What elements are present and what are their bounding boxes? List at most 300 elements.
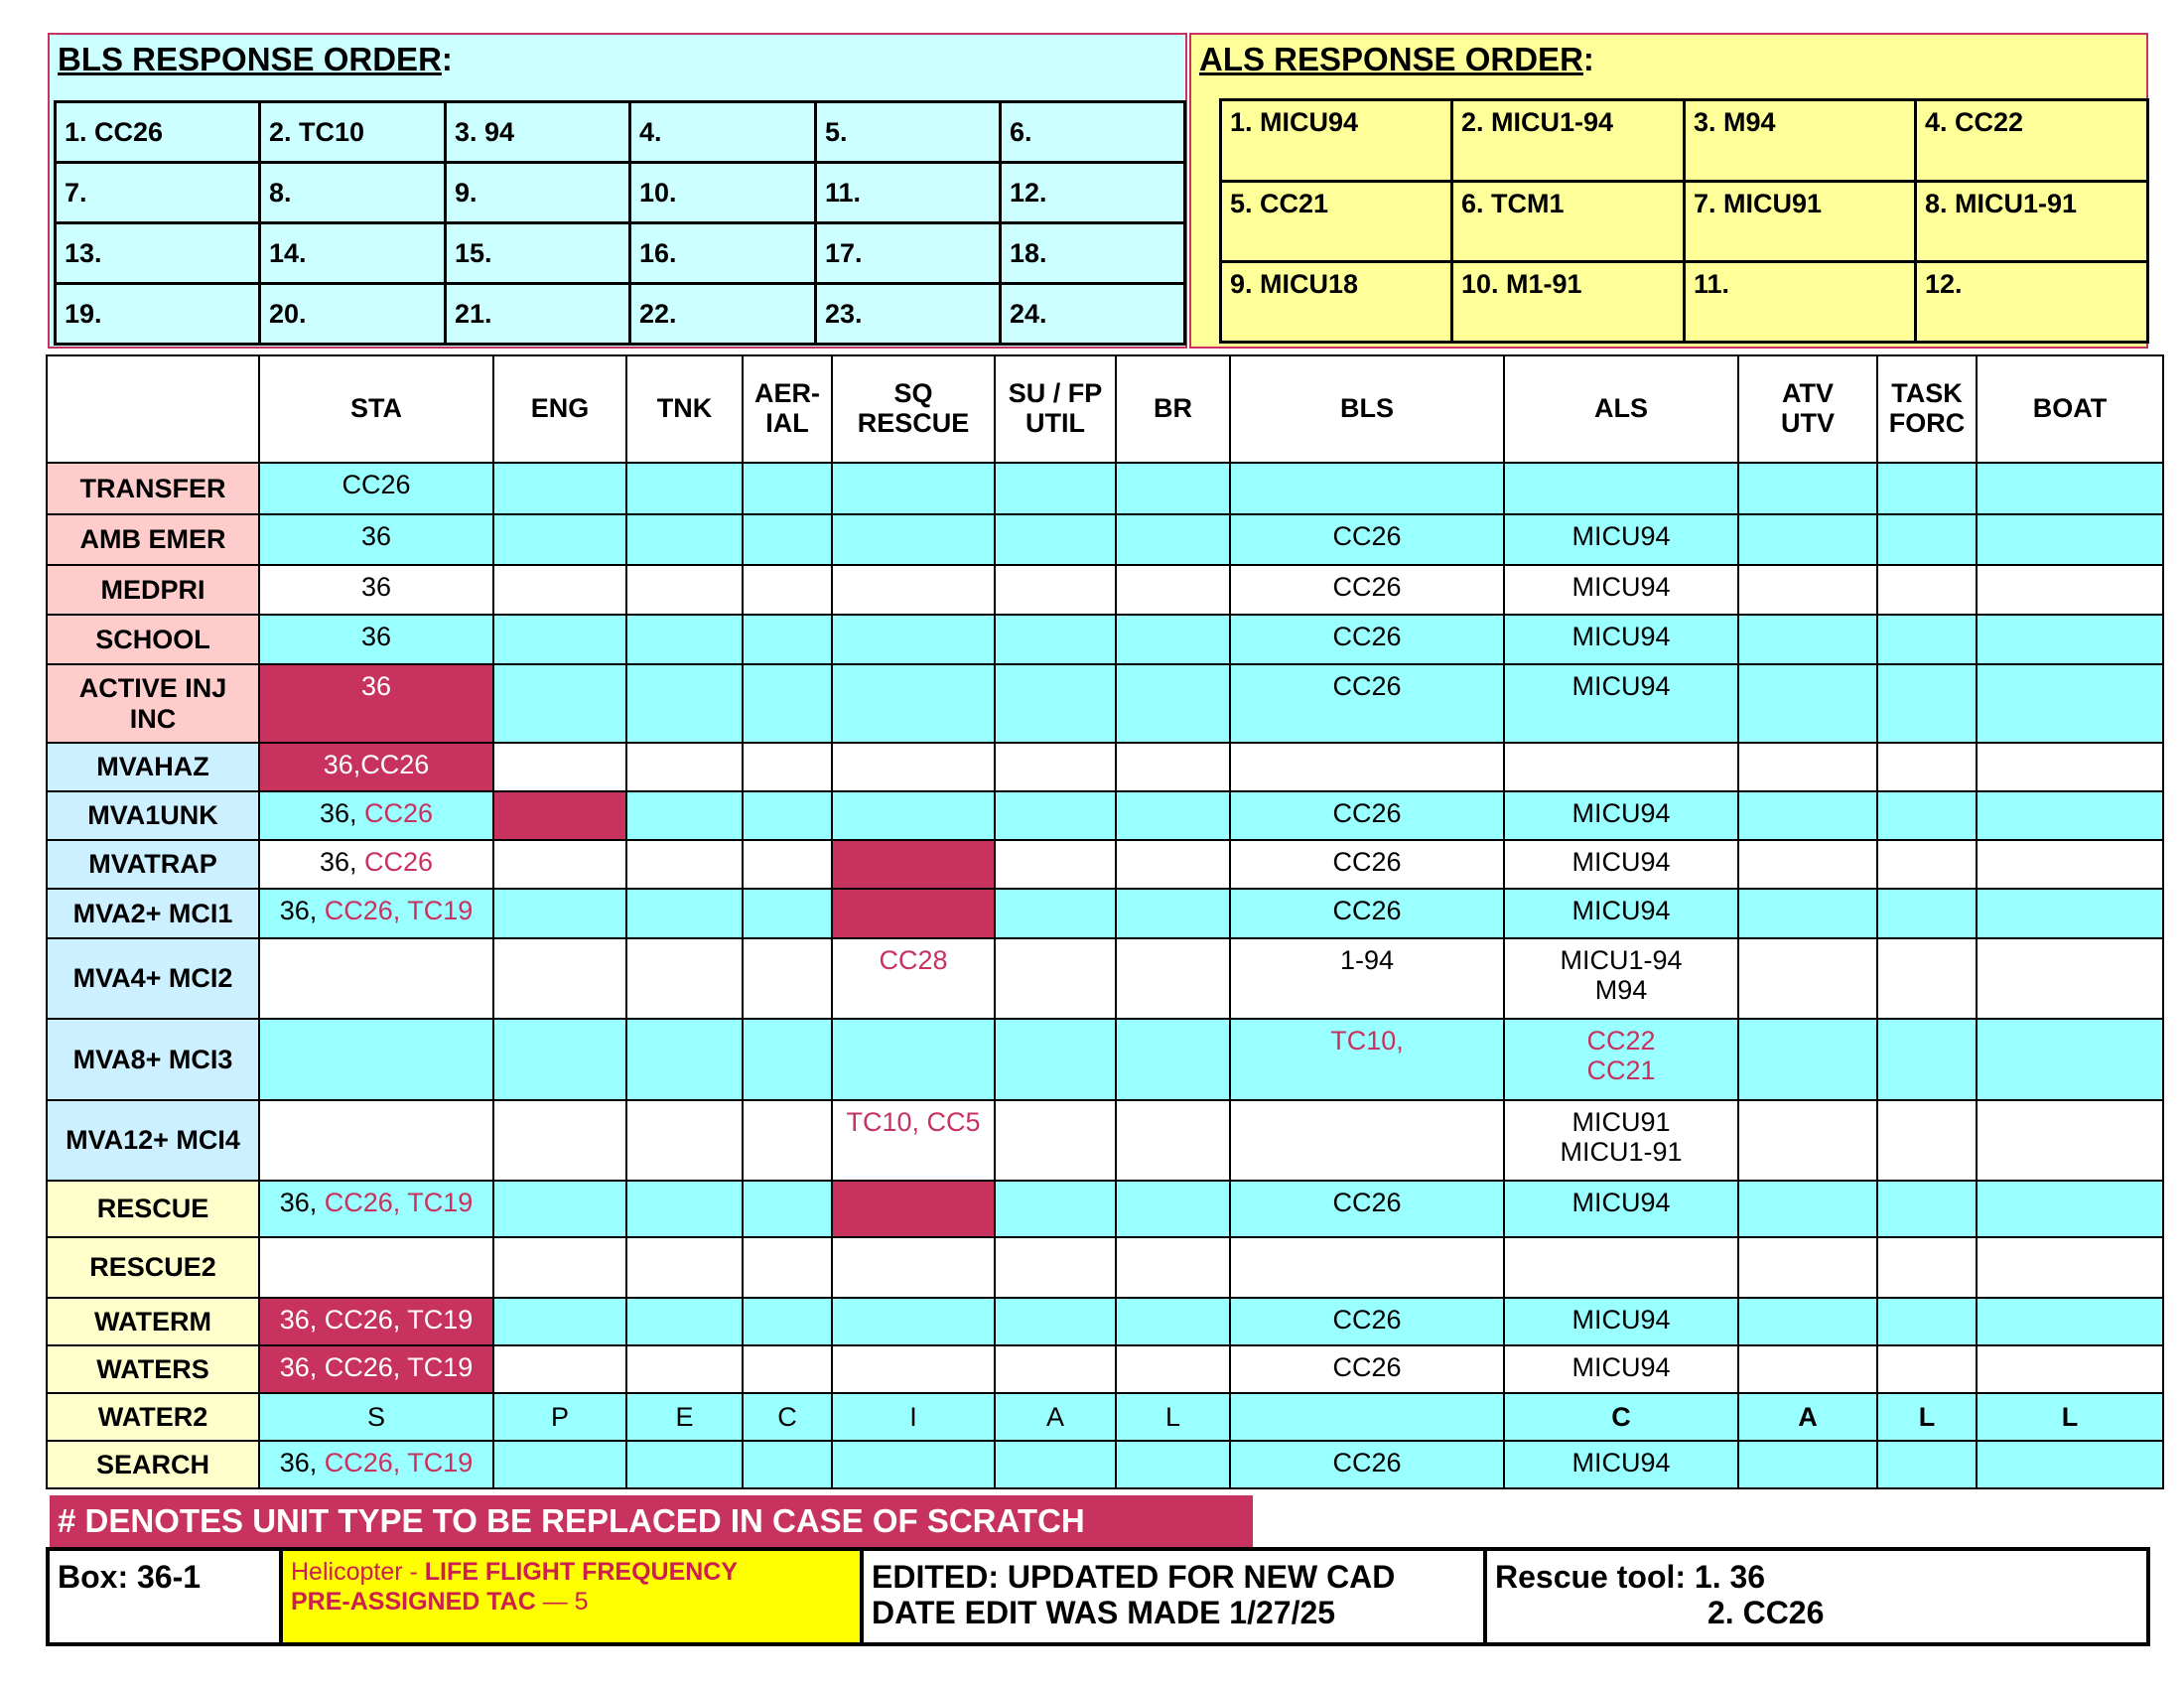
- cell-atv-utv: [1738, 1393, 1877, 1441]
- row-label-line: MVA4+ MCI2: [72, 963, 233, 994]
- header-line: RESCUE: [857, 408, 970, 438]
- header-eng: [493, 355, 626, 463]
- als-order-title: ALS RESPONSE ORDER:: [1199, 41, 1594, 77]
- als-order-cell: 1. MICU94: [1221, 100, 1452, 182]
- cell-sta: [259, 1100, 493, 1181]
- cell-su-fp-util: [995, 463, 1116, 514]
- als-order-cell: 8. MICU1-91: [1916, 182, 2148, 262]
- cell-aerial: [743, 791, 832, 840]
- cell-sta: [259, 1298, 493, 1345]
- row-label-line: MVAHAZ: [96, 752, 209, 782]
- cell-bls: [1230, 1441, 1504, 1488]
- als-order-cell: 2. MICU1-94: [1452, 100, 1685, 182]
- header-sq-rescue: [832, 355, 995, 463]
- cell-su-fp-util: [995, 565, 1116, 615]
- cell-tnk: [626, 1393, 743, 1441]
- als-order-row: [1221, 182, 2148, 262]
- cell-boat: [1977, 791, 2163, 840]
- matrix-row: [47, 1237, 2163, 1298]
- cell-als: [1504, 514, 1738, 565]
- cell-bls: [1230, 1237, 1504, 1298]
- row-label-line: WATERM: [94, 1306, 211, 1336]
- header-als: [1504, 355, 1738, 463]
- bls-order-cell: 16.: [630, 223, 816, 284]
- special-letter: C: [1611, 1401, 1631, 1432]
- cell-sta: [259, 889, 493, 938]
- bls-order-cell: 15.: [446, 223, 630, 284]
- bls-order-cell: 24.: [1001, 284, 1185, 345]
- cell-atv-utv: [1738, 514, 1877, 565]
- unit-text: MICU91: [1571, 1107, 1671, 1137]
- bls-order-cell: 23.: [816, 284, 1001, 345]
- unit-text: MICU94: [1571, 622, 1671, 651]
- header-tnk: [626, 355, 743, 463]
- cell-sta: [259, 1237, 493, 1298]
- cell-tnk: [626, 1441, 743, 1488]
- header-line: TNK: [656, 393, 713, 424]
- cell-sq-rescue: [832, 565, 995, 615]
- cell-aerial: [743, 938, 832, 1019]
- cell-task-forc: [1877, 1393, 1977, 1441]
- cell-sq-rescue: [832, 1181, 995, 1237]
- row-label-line: AMB EMER: [79, 524, 226, 555]
- unit-text: MICU94: [1571, 798, 1671, 828]
- cell-br: [1116, 1393, 1230, 1441]
- row-label-line: MVATRAP: [88, 849, 217, 880]
- cell-atv-utv: [1738, 664, 1877, 743]
- row-label-line: MVA8+ MCI3: [72, 1044, 233, 1074]
- rescue-tool-info: [1487, 1551, 2146, 1642]
- cell-eng: [493, 1393, 626, 1441]
- cell-atv-utv: [1738, 889, 1877, 938]
- cell-sq-rescue: [832, 840, 995, 889]
- cell-aerial: [743, 840, 832, 889]
- unit-text: MICU94: [1571, 1448, 1671, 1477]
- cell-task-forc: [1877, 565, 1977, 615]
- matrix-row: [47, 840, 2163, 889]
- matrix-row: [47, 889, 2163, 938]
- row-label: [47, 463, 259, 514]
- unit-text: MICU94: [1571, 671, 1671, 701]
- unit-text: 36: [360, 671, 392, 701]
- cell-boat: [1977, 1019, 2163, 1100]
- cell-su-fp-util: [995, 840, 1116, 889]
- header-aerial: [743, 355, 832, 463]
- matrix-row: [47, 664, 2163, 743]
- cell-eng: [493, 938, 626, 1019]
- cell-tnk: [626, 1181, 743, 1237]
- row-label-line: INC: [129, 703, 177, 734]
- cell-boat: [1977, 514, 2163, 565]
- als-order-cell: 11.: [1685, 262, 1916, 343]
- cell-bls: [1230, 1019, 1504, 1100]
- cell-bls: [1230, 1298, 1504, 1345]
- cell-br: [1116, 514, 1230, 565]
- edit-date-line: DATE EDIT WAS MADE 1/27/25: [872, 1595, 1336, 1630]
- cell-tnk: [626, 615, 743, 664]
- cell-su-fp-util: [995, 1393, 1116, 1441]
- header-line: IAL: [765, 408, 809, 438]
- cell-task-forc: [1877, 743, 1977, 791]
- bls-order-cell: 10.: [630, 163, 816, 223]
- cell-tnk: [626, 565, 743, 615]
- cell-eng: [493, 1181, 626, 1237]
- header-line: TASK: [1891, 378, 1963, 409]
- unit-text: 36,: [279, 1448, 325, 1477]
- row-label: [47, 1441, 259, 1488]
- unit-text: CC26: [1332, 1352, 1402, 1382]
- row-label-line: MVA12+ MCI4: [66, 1125, 240, 1156]
- cell-tnk: [626, 791, 743, 840]
- header-sta: [259, 355, 493, 463]
- matrix-row: [47, 463, 2163, 514]
- cell-br: [1116, 615, 1230, 664]
- bls-order-cell: 3. 94: [446, 102, 630, 163]
- special-letter: I: [909, 1401, 917, 1432]
- row-label: [47, 1019, 259, 1100]
- cell-eng: [493, 615, 626, 664]
- cell-su-fp-util: [995, 938, 1116, 1019]
- matrix-row: [47, 1298, 2163, 1345]
- cell-aerial: [743, 664, 832, 743]
- bls-order-cell: 21.: [446, 284, 630, 345]
- bls-order-cell: 11.: [816, 163, 1001, 223]
- cell-als: [1504, 463, 1738, 514]
- cell-bls: [1230, 565, 1504, 615]
- bls-order-cell: 6.: [1001, 102, 1185, 163]
- cell-boat: [1977, 889, 2163, 938]
- cell-aerial: [743, 1298, 832, 1345]
- als-order-cell: 7. MICU91: [1685, 182, 1916, 262]
- cell-sq-rescue: [832, 938, 995, 1019]
- cell-boat: [1977, 1298, 2163, 1345]
- cell-boat: [1977, 1100, 2163, 1181]
- special-letter: L: [1164, 1401, 1181, 1432]
- als-order-cell: 3. M94: [1685, 100, 1916, 182]
- cell-su-fp-util: [995, 743, 1116, 791]
- cell-aerial: [743, 463, 832, 514]
- cell-eng: [493, 889, 626, 938]
- unit-text: CC26: [1332, 896, 1402, 925]
- cell-boat: [1977, 1441, 2163, 1488]
- cell-aerial: [743, 1181, 832, 1237]
- header-task-forc: [1877, 355, 1977, 463]
- edited-line: EDITED: UPDATED FOR NEW CAD: [872, 1559, 1396, 1595]
- cell-als: [1504, 1298, 1738, 1345]
- row-label-line: MVA2+ MCI1: [72, 898, 233, 928]
- cell-sq-rescue: [832, 514, 995, 565]
- box-number: Box: 36-1: [50, 1551, 283, 1642]
- cell-task-forc: [1877, 1100, 1977, 1181]
- header-boat: [1977, 355, 2163, 463]
- cell-sq-rescue: [832, 791, 995, 840]
- cell-atv-utv: [1738, 565, 1877, 615]
- bls-order-cell: 12.: [1001, 163, 1185, 223]
- cell-eng: [493, 1441, 626, 1488]
- cell-task-forc: [1877, 514, 1977, 565]
- cell-als: [1504, 1393, 1738, 1441]
- special-letter: S: [366, 1401, 385, 1432]
- cell-task-forc: [1877, 615, 1977, 664]
- cell-br: [1116, 1100, 1230, 1181]
- row-label: [47, 664, 259, 743]
- cell-bls: [1230, 889, 1504, 938]
- matrix-row: [47, 565, 2163, 615]
- cell-task-forc: [1877, 1019, 1977, 1100]
- cell-aerial: [743, 889, 832, 938]
- row-label: [47, 840, 259, 889]
- rescue-tool-line1: Rescue tool: 1. 36: [1495, 1559, 1766, 1595]
- cell-bls: [1230, 664, 1504, 743]
- row-label-line: MEDPRI: [100, 574, 205, 605]
- row-label: [47, 1100, 259, 1181]
- cell-sq-rescue: [832, 664, 995, 743]
- matrix-row: [47, 938, 2163, 1019]
- cell-br: [1116, 1237, 1230, 1298]
- cell-atv-utv: [1738, 1100, 1877, 1181]
- cell-atv-utv: [1738, 1345, 1877, 1393]
- cell-su-fp-util: [995, 889, 1116, 938]
- cell-aerial: [743, 565, 832, 615]
- row-label: [47, 1298, 259, 1345]
- cell-br: [1116, 743, 1230, 791]
- bls-response-order-panel: [48, 33, 1187, 349]
- header-line: SU / FP: [1008, 378, 1103, 409]
- cell-als: [1504, 889, 1738, 938]
- cell-br: [1116, 1298, 1230, 1345]
- unit-text: M94: [1594, 975, 1648, 1006]
- cell-tnk: [626, 1345, 743, 1393]
- cell-boat: [1977, 1237, 2163, 1298]
- unit-text: MICU1-91: [1560, 1137, 1683, 1168]
- cell-task-forc: [1877, 463, 1977, 514]
- unit-text: 36, CC26, TC19: [279, 1305, 474, 1335]
- cell-task-forc: [1877, 1441, 1977, 1488]
- cell-aerial: [743, 1237, 832, 1298]
- special-letter: A: [1798, 1401, 1818, 1432]
- cell-als: [1504, 1237, 1738, 1298]
- bls-order-cell: 17.: [816, 223, 1001, 284]
- row-label: [47, 889, 259, 938]
- als-order-cell: 4. CC22: [1916, 100, 2148, 182]
- cell-su-fp-util: [995, 1019, 1116, 1100]
- header-bls: [1230, 355, 1504, 463]
- cell-br: [1116, 565, 1230, 615]
- cell-bls: [1230, 743, 1504, 791]
- cell-tnk: [626, 889, 743, 938]
- als-order-cell: 12.: [1916, 262, 2148, 343]
- unit-text: CC26: [1332, 1448, 1402, 1477]
- matrix-row: [47, 514, 2163, 565]
- unit-text: CC26: [1332, 847, 1402, 877]
- cell-task-forc: [1877, 840, 1977, 889]
- cell-su-fp-util: [995, 1237, 1116, 1298]
- unit-text: MICU94: [1571, 896, 1671, 925]
- header-br: [1116, 355, 1230, 463]
- cell-eng: [493, 1019, 626, 1100]
- unit-text: CC26: [1332, 622, 1402, 651]
- cell-als: [1504, 743, 1738, 791]
- matrix-row: [47, 1181, 2163, 1237]
- cell-boat: [1977, 1181, 2163, 1237]
- cell-atv-utv: [1738, 615, 1877, 664]
- cell-sq-rescue: [832, 1100, 995, 1181]
- unit-text: CC26, TC19: [324, 1448, 474, 1477]
- cell-sq-rescue: [832, 889, 995, 938]
- cell-als: [1504, 664, 1738, 743]
- row-label-line: RESCUE: [96, 1194, 209, 1224]
- cell-sta: [259, 1019, 493, 1100]
- matrix-row: [47, 1019, 2163, 1100]
- unit-text: CC26: [364, 847, 434, 877]
- cell-boat: [1977, 463, 2163, 514]
- cell-tnk: [626, 463, 743, 514]
- als-order-cell: 6. TCM1: [1452, 182, 1685, 262]
- bls-order-grid: [54, 100, 1186, 346]
- bls-order-cell: 8.: [260, 163, 446, 223]
- cell-sta: [259, 938, 493, 1019]
- cell-sq-rescue: [832, 1345, 995, 1393]
- cell-sta: [259, 664, 493, 743]
- unit-text: 36: [360, 521, 392, 551]
- cell-bls: [1230, 1345, 1504, 1393]
- row-label: [47, 938, 259, 1019]
- cell-boat: [1977, 664, 2163, 743]
- bls-order-cell: 4.: [630, 102, 816, 163]
- cell-task-forc: [1877, 938, 1977, 1019]
- cell-task-forc: [1877, 1181, 1977, 1237]
- edit-info: [864, 1551, 1487, 1642]
- bls-order-cell: 7.: [56, 163, 260, 223]
- unit-text: 36, CC26, TC19: [279, 1352, 474, 1382]
- matrix-row: [47, 1100, 2163, 1181]
- cell-sta: [259, 791, 493, 840]
- cell-bls: [1230, 840, 1504, 889]
- cell-su-fp-util: [995, 1298, 1116, 1345]
- unit-text: 36,: [279, 1188, 325, 1217]
- bls-order-row: [56, 223, 1185, 284]
- cell-aerial: [743, 615, 832, 664]
- tac-prefix: PRE-ASSIGNED TAC: [291, 1588, 543, 1616]
- matrix-header-row: [47, 355, 2163, 463]
- unit-text: 1-94: [1339, 945, 1395, 975]
- cell-als: [1504, 1441, 1738, 1488]
- als-order-cell: 9. MICU18: [1221, 262, 1452, 343]
- unit-text: CC26: [1332, 1188, 1402, 1217]
- matrix-row: [47, 791, 2163, 840]
- unit-text: 36,: [319, 798, 364, 828]
- cell-bls: [1230, 938, 1504, 1019]
- unit-text: CC26, TC19: [324, 896, 474, 925]
- cell-br: [1116, 1181, 1230, 1237]
- special-letter: A: [1045, 1401, 1064, 1432]
- bls-order-row: [56, 284, 1185, 345]
- header-line: FORC: [1888, 408, 1966, 438]
- unit-text: TC10,: [1330, 1026, 1404, 1055]
- cell-tnk: [626, 840, 743, 889]
- bls-order-cell: 5.: [816, 102, 1001, 163]
- unit-text: MICU1-94: [1560, 945, 1683, 975]
- header-line: STA: [350, 393, 402, 424]
- header-su-fp-util: [995, 355, 1116, 463]
- cell-aerial: [743, 1441, 832, 1488]
- cell-sq-rescue: [832, 1019, 995, 1100]
- cell-br: [1116, 791, 1230, 840]
- cell-eng: [493, 664, 626, 743]
- row-label-line: WATERS: [96, 1353, 209, 1384]
- row-label: [47, 743, 259, 791]
- header-line: ALS: [1594, 393, 1648, 424]
- cell-br: [1116, 664, 1230, 743]
- cell-als: [1504, 840, 1738, 889]
- cell-task-forc: [1877, 791, 1977, 840]
- cell-br: [1116, 1019, 1230, 1100]
- cell-sq-rescue: [832, 615, 995, 664]
- als-order-cell: 5. CC21: [1221, 182, 1452, 262]
- row-label-line: SEARCH: [95, 1449, 209, 1479]
- cell-sta: [259, 565, 493, 615]
- special-letter: L: [2061, 1401, 2079, 1432]
- header-line: BLS: [1340, 393, 1394, 424]
- cell-eng: [493, 1100, 626, 1181]
- cell-su-fp-util: [995, 1100, 1116, 1181]
- cell-sta: [259, 840, 493, 889]
- cell-bls: [1230, 791, 1504, 840]
- cell-su-fp-util: [995, 514, 1116, 565]
- bls-order-cell: 9.: [446, 163, 630, 223]
- cell-bls: [1230, 1181, 1504, 1237]
- bls-order-cell: 2. TC10: [260, 102, 446, 163]
- cell-aerial: [743, 1345, 832, 1393]
- cell-sta: [259, 615, 493, 664]
- cell-eng: [493, 1345, 626, 1393]
- cell-sq-rescue: [832, 1441, 995, 1488]
- als-order-cell: 10. M1-91: [1452, 262, 1685, 343]
- cell-als: [1504, 565, 1738, 615]
- cell-su-fp-util: [995, 1345, 1116, 1393]
- cell-sta: [259, 463, 493, 514]
- unit-text: CC26: [1332, 1305, 1402, 1335]
- cell-boat: [1977, 840, 2163, 889]
- row-label-line: SCHOOL: [95, 624, 210, 654]
- special-letter: E: [675, 1401, 694, 1432]
- matrix-row: [47, 615, 2163, 664]
- unit-text: CC26: [1332, 572, 1402, 602]
- cell-atv-utv: [1738, 1181, 1877, 1237]
- header-line: SQ: [893, 378, 933, 409]
- bls-order-cell: 1. CC26: [56, 102, 260, 163]
- cell-atv-utv: [1738, 1298, 1877, 1345]
- bls-order-cell: 18.: [1001, 223, 1185, 284]
- cell-tnk: [626, 938, 743, 1019]
- special-letter: C: [777, 1401, 797, 1432]
- unit-text: CC26: [1332, 671, 1402, 701]
- cell-boat: [1977, 938, 2163, 1019]
- cell-als: [1504, 1019, 1738, 1100]
- matrix-row: [47, 1441, 2163, 1488]
- cell-su-fp-util: [995, 615, 1116, 664]
- row-label-line: ACTIVE INJ: [78, 673, 227, 704]
- cell-task-forc: [1877, 1345, 1977, 1393]
- cell-als: [1504, 1181, 1738, 1237]
- unit-text: 36,: [279, 896, 325, 925]
- cell-boat: [1977, 1393, 2163, 1441]
- cell-sta: [259, 1181, 493, 1237]
- cell-als: [1504, 1100, 1738, 1181]
- cell-als: [1504, 1345, 1738, 1393]
- unit-text: CC26: [341, 470, 411, 499]
- row-label-line: MVA1UNK: [87, 800, 218, 831]
